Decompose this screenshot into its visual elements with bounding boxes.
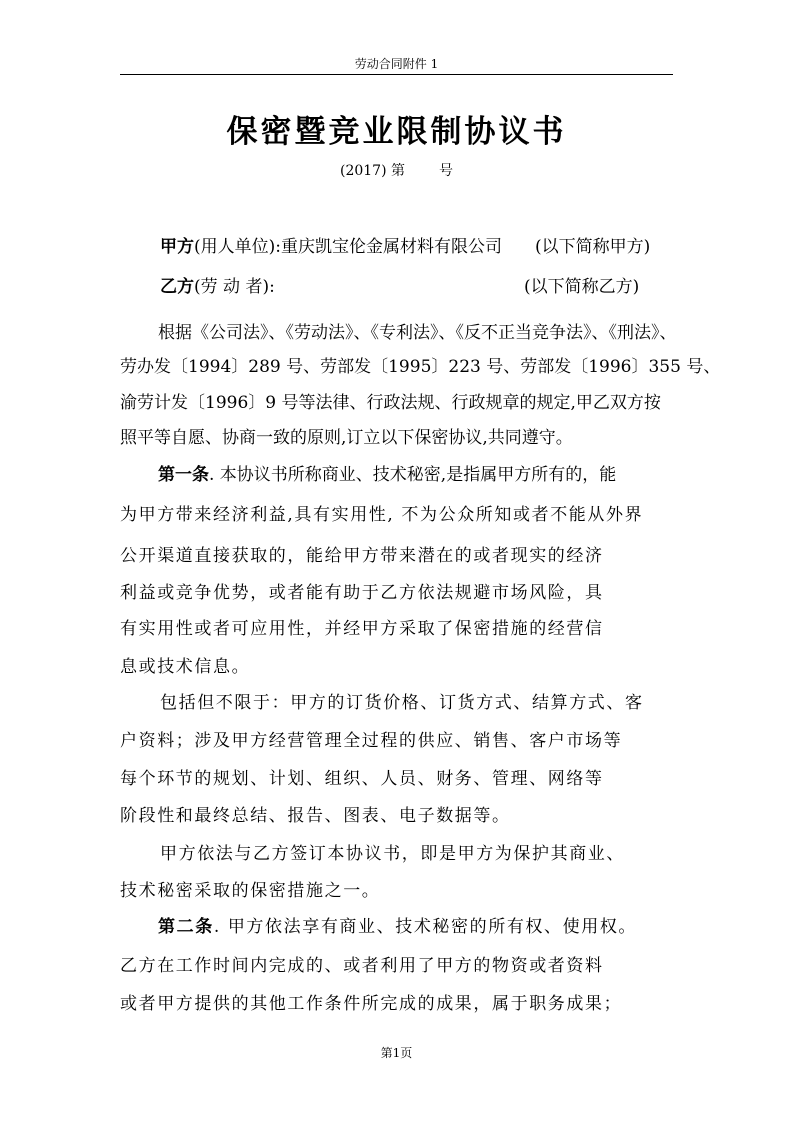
article-2-line-3: 或者甲方提供的其他工作条件所完成的成果，属于职务成果； bbox=[120, 994, 623, 1014]
party-a-label: 甲方 bbox=[160, 237, 194, 257]
page-footer: 第1页 bbox=[380, 1046, 413, 1060]
document-number bbox=[0, 160, 793, 180]
article-1-line-5: 有实用性或者可应用性，并经甲方采取了保密措施的经营信 bbox=[120, 619, 604, 639]
include-line-4: 阶段性和最终总结、报告、图表、电子数据等。 bbox=[120, 806, 511, 826]
party-b-note: (以下简称乙方) bbox=[524, 277, 640, 297]
party-b-detail: (劳 动 者): bbox=[194, 277, 275, 297]
article-1-line-6: 息或技术信息。 bbox=[120, 657, 251, 677]
doc-year: (2017) bbox=[339, 163, 387, 179]
include-line-3: 每个环节的规划、计划、组织、人员、财务、管理、网络等 bbox=[120, 769, 604, 789]
article-2-line-1 bbox=[158, 912, 637, 937]
party-a-line bbox=[160, 232, 502, 257]
intro-line-1: 根据《公司法》、《劳动法》、《专利法》、《反不正当竞争法》、《刑法》、 bbox=[158, 323, 677, 343]
article-1-line-2: 为甲方带来经济利益,具有实用性, 不为公众所知或者不能从外界 bbox=[120, 505, 644, 525]
include-line-2: 户资料；涉及甲方经营管理全过程的供应、销售、客户市场等 bbox=[120, 731, 623, 751]
article-2-label: 第二条 bbox=[158, 917, 214, 937]
party-a-note: (以下简称甲方) bbox=[535, 237, 651, 257]
article-1-line-4: 利益或竞争优势，或者能有助于乙方依法规避市场风险，具 bbox=[120, 583, 604, 603]
document-title: 保密暨竞业限制协议书 bbox=[226, 114, 567, 150]
header-rule bbox=[120, 74, 673, 75]
intro-line-2: 劳办发〔1994〕289 号、劳部发〔1995〕223 号、劳部发〔1996〕355 号、 bbox=[120, 357, 721, 377]
party-b-line bbox=[160, 272, 275, 297]
article-2-line-2: 乙方在工作时间内完成的、或者利用了甲方的物资或者资料 bbox=[120, 956, 604, 976]
article-1-text: . 本协议书所称商业、技术秘密,是指属甲方所有的，能 bbox=[209, 465, 617, 485]
lawful-line-1: 甲方依法与乙方签订本协议书，即是甲方为保护其商业、 bbox=[160, 844, 625, 864]
lawful-line-2: 技术秘密采取的保密措施之一。 bbox=[120, 881, 381, 901]
party-a-detail: (用人单位):重庆凯宝伦金属材料有限公司 bbox=[194, 237, 502, 257]
party-b-label: 乙方 bbox=[160, 277, 194, 297]
doc-number-hao: 号 bbox=[439, 163, 453, 179]
page-header: 劳动合同附件 1 bbox=[354, 57, 439, 71]
include-line-1: 包括但不限于：甲方的订货价格、订货方式、结算方式、客 bbox=[160, 693, 644, 713]
article-1-label: 第一条 bbox=[158, 465, 209, 485]
intro-line-3: 渝劳计发〔1996〕9 号等法律、行政法规、行政规章的规定,甲乙双方按 bbox=[120, 393, 661, 413]
article-1-line-1 bbox=[158, 460, 616, 485]
doc-number-di: 第 bbox=[391, 163, 405, 179]
article-1-line-3: 公开渠道直接获取的，能给甲方带来潜在的或者现实的经济 bbox=[120, 546, 604, 566]
intro-line-4: 照平等自愿、协商一致的原则,订立以下保密协议,共同遵守。 bbox=[120, 428, 573, 448]
article-2-text: . 甲方依法享有商业、技术秘密的所有权、使用权。 bbox=[213, 917, 638, 937]
